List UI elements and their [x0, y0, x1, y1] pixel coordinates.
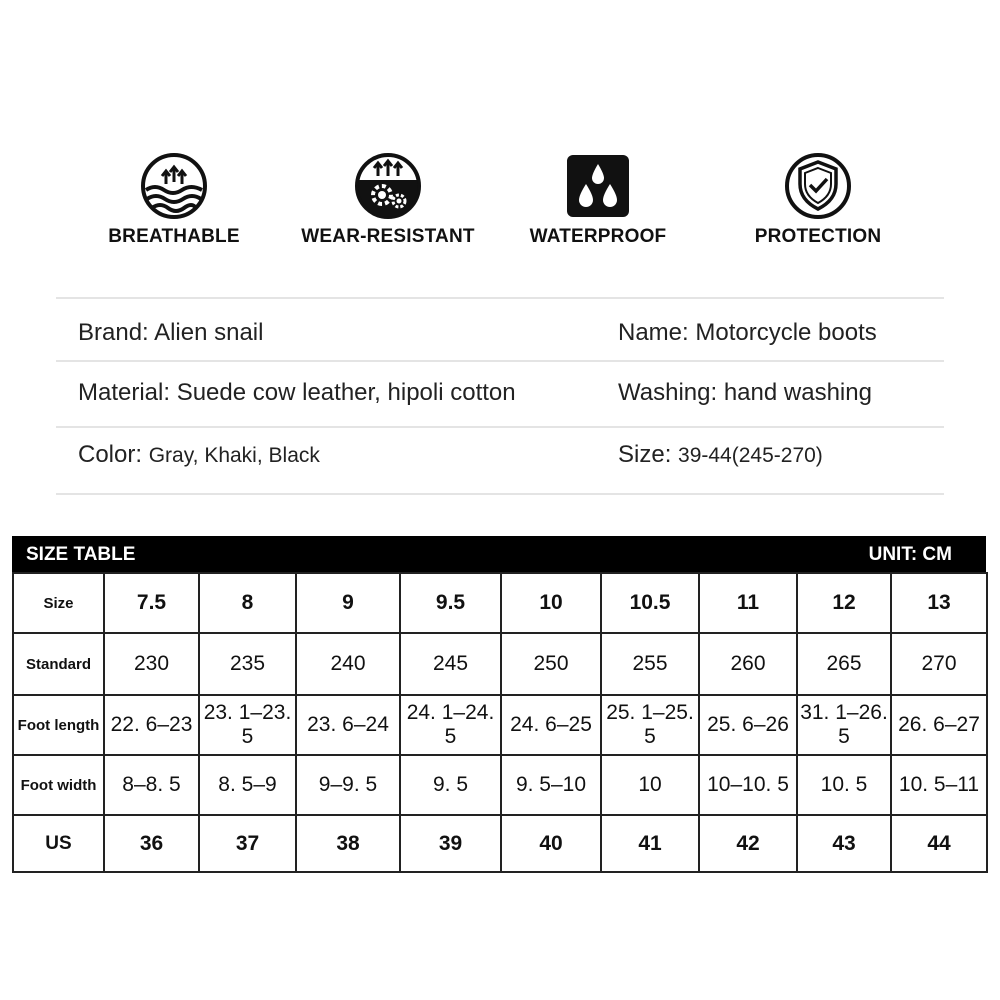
table-row — [13, 633, 987, 695]
size-table — [12, 572, 988, 873]
table-cell: 39 — [400, 815, 501, 872]
table-cell: 265 — [797, 633, 891, 695]
table-cell: 43 — [797, 815, 891, 872]
spec-value: Gray, Khaki, Black — [148, 444, 320, 467]
divider — [56, 493, 944, 495]
table-cell: 36 — [104, 815, 199, 872]
table-cell: 10.5 — [601, 573, 699, 633]
table-cell: 9 — [296, 573, 400, 633]
table-cell: 10. 5 — [797, 755, 891, 815]
table-cell: 24. 1–24. 5 — [400, 695, 501, 755]
table-cell: 25. 6–26 — [699, 695, 797, 755]
feature-label: BREATHABLE — [108, 226, 240, 247]
table-cell: 8. 5–9 — [199, 755, 296, 815]
table-cell: 255 — [601, 633, 699, 695]
row-header: Foot width — [13, 755, 104, 815]
table-cell: 9–9. 5 — [296, 755, 400, 815]
wear-resistant-icon — [352, 150, 424, 222]
spec-washing — [618, 363, 872, 423]
row-header: Foot length — [13, 695, 104, 755]
table-cell: 23. 6–24 — [296, 695, 400, 755]
table-cell: 235 — [199, 633, 296, 695]
table-cell: 260 — [699, 633, 797, 695]
spec-name — [618, 303, 877, 363]
table-cell: 10. 5–11 — [891, 755, 987, 815]
table-cell: 10–10. 5 — [699, 755, 797, 815]
feature-label: PROTECTION — [754, 226, 882, 247]
size-table-header — [12, 536, 986, 572]
feature-breathable — [64, 150, 284, 248]
table-cell: 9. 5 — [400, 755, 501, 815]
spec-key: Brand: — [78, 319, 149, 346]
table-cell: 13 — [891, 573, 987, 633]
table-cell: 38 — [296, 815, 400, 872]
spec-key: Name: — [618, 319, 689, 346]
feature-protection — [708, 150, 928, 248]
breathable-icon — [138, 150, 210, 222]
spec-color — [78, 425, 320, 486]
table-row — [13, 573, 987, 633]
row-header: US — [13, 815, 104, 872]
table-cell: 44 — [891, 815, 987, 872]
table-row — [13, 815, 987, 872]
table-cell: 31. 1–26. 5 — [797, 695, 891, 755]
size-table-title: SIZE TABLE — [26, 544, 136, 565]
table-cell: 23. 1–23. 5 — [199, 695, 296, 755]
feature-label: WEAR-RESISTANT — [301, 226, 475, 247]
spec-row-1 — [56, 303, 944, 363]
table-cell: 22. 6–23 — [104, 695, 199, 755]
spec-material — [78, 363, 516, 423]
spec-key: Color: — [78, 441, 143, 468]
table-cell: 24. 6–25 — [501, 695, 601, 755]
table-cell: 9. 5–10 — [501, 755, 601, 815]
table-cell: 41 — [601, 815, 699, 872]
spec-value: Alien snail — [154, 319, 264, 346]
table-cell: 230 — [104, 633, 199, 695]
table-cell: 11 — [699, 573, 797, 633]
size-table-unit: UNIT: CM — [868, 544, 952, 565]
protection-icon — [782, 150, 854, 222]
feature-label: WATERPROOF — [529, 226, 667, 247]
table-cell: 26. 6–27 — [891, 695, 987, 755]
divider — [56, 297, 944, 299]
table-cell: 40 — [501, 815, 601, 872]
table-cell: 7.5 — [104, 573, 199, 633]
table-row — [13, 755, 987, 815]
table-cell: 12 — [797, 573, 891, 633]
spec-key: Washing: — [618, 379, 718, 406]
table-cell: 250 — [501, 633, 601, 695]
table-row — [13, 695, 987, 755]
table-cell: 245 — [400, 633, 501, 695]
feature-wear-resistant — [278, 150, 498, 248]
feature-row — [0, 150, 1000, 260]
table-cell: 270 — [891, 633, 987, 695]
spec-size — [618, 425, 823, 486]
table-cell: 10 — [501, 573, 601, 633]
row-header: Standard — [13, 633, 104, 695]
table-cell: 240 — [296, 633, 400, 695]
spec-row-3 — [56, 425, 944, 485]
divider — [56, 360, 944, 362]
feature-waterproof — [488, 150, 708, 248]
spec-value: Motorcycle boots — [695, 319, 877, 346]
table-cell: 8 — [199, 573, 296, 633]
table-cell: 37 — [199, 815, 296, 872]
table-cell: 8–8. 5 — [104, 755, 199, 815]
waterproof-icon — [562, 150, 634, 222]
spec-value: Suede cow leather, hipoli cotton — [176, 379, 516, 406]
table-cell: 10 — [601, 755, 699, 815]
table-cell: 42 — [699, 815, 797, 872]
spec-row-2 — [56, 363, 944, 423]
spec-key: Material: — [78, 379, 171, 406]
spec-value: 39-44(245-270) — [678, 444, 823, 467]
table-cell: 25. 1–25. 5 — [601, 695, 699, 755]
row-header: Size — [13, 573, 104, 633]
table-cell: 9.5 — [400, 573, 501, 633]
spec-brand — [78, 303, 263, 363]
spec-value: hand washing — [723, 379, 872, 406]
spec-key: Size: — [618, 441, 672, 468]
